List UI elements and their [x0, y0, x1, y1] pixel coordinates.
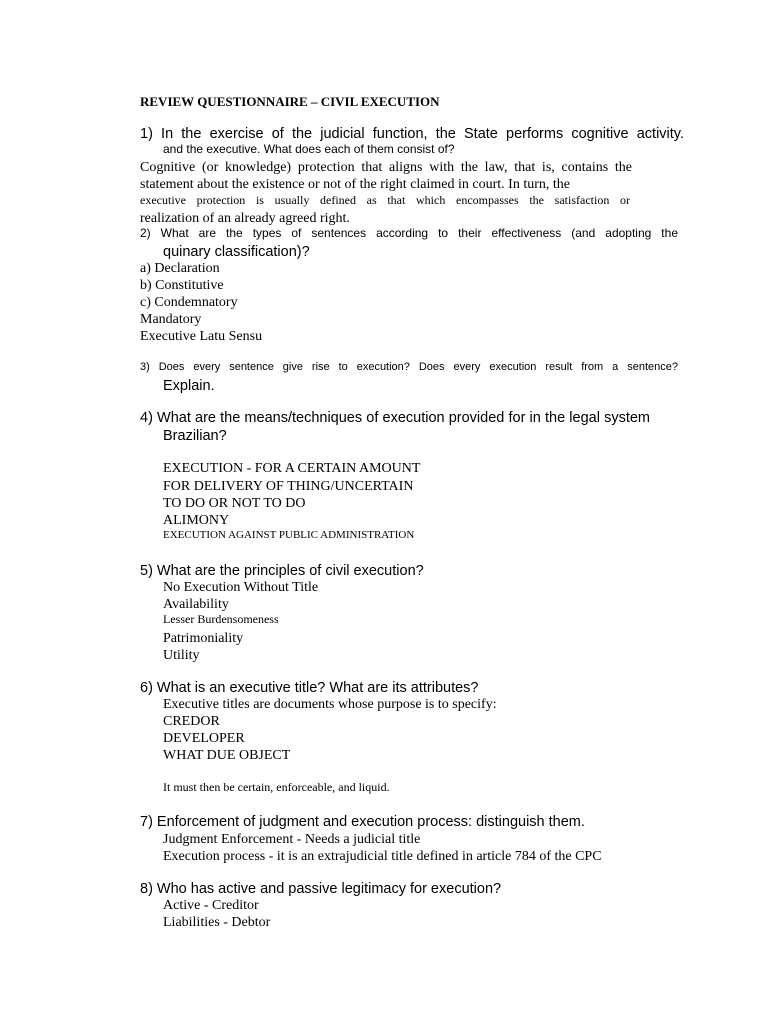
question-8: 8) Who has active and passive legitimacy for execution?	[140, 881, 502, 897]
question-3-continued: Explain.	[163, 378, 215, 394]
answer-7-item: Judgment Enforcement - Needs a judicial title	[163, 832, 421, 847]
answer-2-item: Mandatory	[140, 312, 202, 327]
answer-6-note: It must then be certain, enforceable, and liquid.	[163, 780, 390, 794]
answer-5-item: Availability	[163, 597, 229, 612]
answer-1-line-4: realization of an already agreed right.	[140, 211, 350, 226]
question-7: 7) Enforcement of judgment and execution process: distinguish them.	[140, 814, 585, 830]
answer-5-item: No Execution Without Title	[163, 580, 319, 595]
answer-8-item: Active - Creditor	[163, 898, 259, 913]
answer-6-item: DEVELOPER	[163, 731, 245, 746]
question-1-continued: and the executive. What does each of them consist of?	[163, 142, 455, 156]
answer-2-item: c) Condemnatory	[140, 295, 238, 310]
question-6: 6) What is an executive title? What are its attributes?	[140, 680, 479, 696]
question-3: 3) Does every sentence give rise to execution? Does every execution result from a sentence?	[140, 361, 678, 373]
answer-1-line-1: Cognitive (or knowledge) protection that aligns with the law, that is, contains the	[140, 160, 632, 175]
answer-2-item: a) Declaration	[140, 261, 220, 276]
answer-4-item: TO DO OR NOT TO DO	[163, 496, 306, 511]
answer-2-item: Executive Latu Sensu	[140, 329, 263, 344]
answer-4-item: EXECUTION AGAINST PUBLIC ADMINISTRATION	[163, 529, 415, 541]
answer-4-item: FOR DELIVERY OF THING/UNCERTAIN	[163, 479, 414, 494]
answer-1-line-3: executive protection is usually defined as that which encompasses the satisfaction or	[140, 193, 630, 207]
document-title: REVIEW QUESTIONNAIRE – CIVIL EXECUTION	[140, 94, 440, 109]
question-4: 4) What are the means/techniques of execution provided for in the legal system	[140, 410, 650, 426]
question-2-continued: quinary classification)?	[163, 244, 310, 260]
question-4-continued: Brazilian?	[163, 428, 227, 444]
answer-7-item: Execution process - it is an extrajudicial title defined in article 784 of the CPC	[163, 849, 602, 864]
answer-8-item: Liabilities - Debtor	[163, 915, 271, 930]
answer-2-item: b) Constitutive	[140, 278, 224, 293]
answer-4-item: ALIMONY	[163, 513, 230, 528]
answer-1-line-2: statement about the existence or not of the right claimed in court. In turn, the	[140, 177, 570, 192]
answer-6-item: Executive titles are documents whose purpose is to specify:	[163, 697, 497, 712]
question-2: 2) What are the types of sentences according to their effectiveness (and adopting the	[140, 226, 678, 240]
question-5: 5) What are the principles of civil execution?	[140, 563, 424, 579]
answer-6-item: CREDOR	[163, 714, 220, 729]
answer-5-item: Patrimoniality	[163, 631, 244, 646]
answer-6-item: WHAT DUE OBJECT	[163, 748, 291, 763]
answer-5-item: Lesser Burdensomeness	[163, 612, 279, 626]
question-1: 1) In the exercise of the judicial function, the State performs cognitive activity.	[140, 126, 684, 142]
answer-4-item: EXECUTION - FOR A CERTAIN AMOUNT	[163, 461, 421, 476]
answer-5-item: Utility	[163, 648, 200, 663]
